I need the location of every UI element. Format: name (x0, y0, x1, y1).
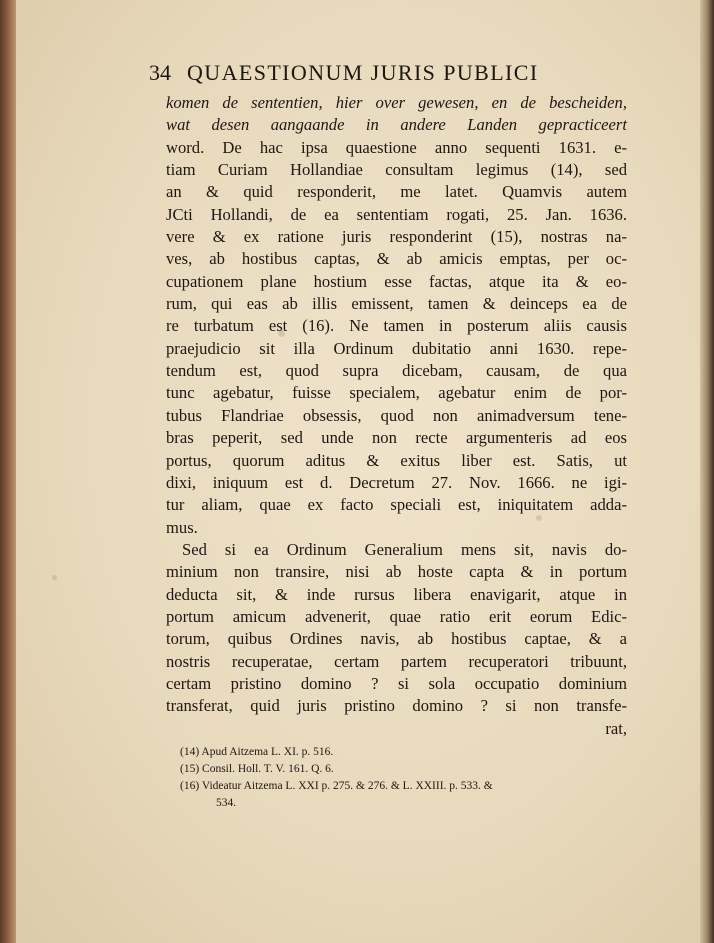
text-line: deducta sit, & inde rursus libera enavigarit, atque in (166, 584, 627, 604)
text-line: nostris recuperatae, certam partem recuperatori tribuunt, (166, 651, 627, 671)
text-line: tunc agebatur, fuisse specialem, agebatur enim de por- (166, 383, 627, 403)
text-line: an & quid responderit, me latet. Quamvis autem (166, 182, 627, 202)
page-header (149, 60, 627, 86)
text-line: portum amicum advenerit, quae ratio erit eorum Edic- (166, 606, 627, 626)
page-number: 34 (149, 60, 171, 85)
body-text (166, 92, 627, 740)
text-line: certam pristino domino ? si sola occupatio dominium (166, 673, 627, 693)
text-line: JCti Hollandi, de ea sententiam rogati, 25. Jan. 1636. (166, 204, 627, 224)
running-head: QUAESTIONUM JURIS PUBLICI (187, 60, 539, 85)
text-line: vere & ex ratione juris responderint (15), nostras na- (166, 227, 627, 247)
text-line: tur aliam, quae ex facto speciali est, iniquitatem adda- (166, 495, 627, 515)
text-line: dixi, iniquum est d. Decretum 27. Nov. 1666. ne igi- (166, 472, 627, 492)
footnote: 534. (216, 797, 237, 809)
footnote: (16) Videatur Aitzema L. XXI p. 275. & 276. & L. XXIII. p. 533. & (180, 780, 493, 792)
text-line: wat desen aangaande in andere Landen gepracticeert (166, 115, 627, 135)
text-line: komen de sententien, hier over gewesen, en de bescheiden, (166, 93, 627, 112)
text-line: minium non transire, nisi ab hoste capta & in portum (166, 562, 627, 582)
text-line: Sed si ea Ordinum Generalium mens sit, navis do- (182, 539, 627, 559)
text-line: bras peperit, sed unde non recte argumenteris ad eos (166, 428, 627, 448)
text-line: rat, (605, 718, 627, 738)
footnote: (14) Apud Aitzema L. XI. p. 516. (180, 746, 334, 758)
text-line: tubus Flandriae obsessis, quod non animadversum tene- (166, 405, 627, 425)
text-line: tendum est, quod supra dicebam, causam, de qua (166, 361, 627, 381)
text-line: re turbatum est (16). Ne tamen in posterum aliis causis (166, 316, 627, 336)
paper-stain (52, 575, 57, 580)
text-line: praejudicio sit illa Ordinum dubitatio anni 1630. repe- (166, 338, 627, 358)
text-line: portus, quorum aditus & exitus liber est. Satis, ut (166, 450, 627, 470)
footnote: (15) Consil. Holl. T. V. 161. Q. 6. (180, 763, 334, 775)
text-line: word. De hac ipsa quaestione anno sequenti 1631. e- (166, 137, 627, 157)
page-stack-edge (700, 0, 714, 943)
text-line: tiam Curiam Hollandiae consultam legimus (14), sed (166, 160, 627, 180)
text-line: transferat, quid juris pristino domino ? si non transfe- (166, 696, 627, 716)
text-line: mus. (166, 517, 198, 537)
text-line: ves, ab hostibus captas, & ab amicis emptas, per oc- (166, 249, 627, 269)
text-line: rum, qui eas ab illis emissent, tamen & deinceps ea de (166, 294, 627, 314)
text-line: torum, quibus Ordines navis, ab hostibus captae, & a (166, 629, 627, 649)
text-line: cupationem plane hostium esse factas, atque ita & eo- (166, 271, 627, 291)
footnotes (180, 744, 620, 812)
